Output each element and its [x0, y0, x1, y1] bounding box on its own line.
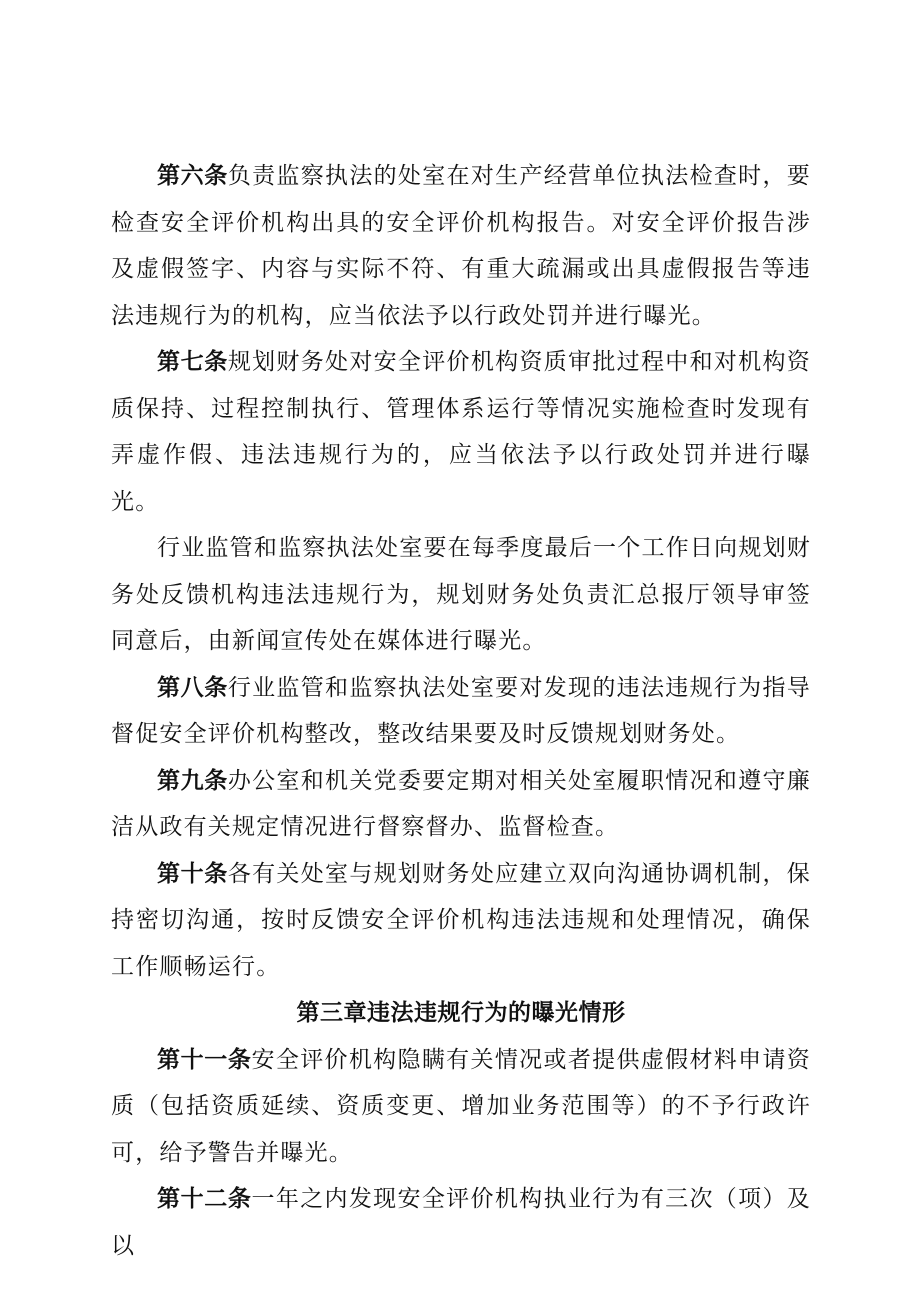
chapter-3-title: 第三章违法违规行为的曝光情形	[296, 1000, 626, 1026]
article-10-text: 各有关处室与规划财务处应建立双向沟通协调机制，保持密切沟通，按时反馈安全评价机构违法违规和处理情况，确保工作顺畅运行。	[111, 860, 811, 980]
article-10-paragraph	[111, 851, 811, 991]
article-12-label: 第十二条	[157, 1186, 252, 1212]
article-12-text: 一年之内发现安全评价机构执业行为有三次（项）及以	[111, 1186, 812, 1259]
article-8-paragraph	[111, 665, 811, 758]
article-9-text: 办公室和机关党委要定期对相关处室履职情况和遵守廉洁从政有关规定情况进行督察督办、监督检查。	[111, 767, 811, 840]
article-10-label: 第十条	[157, 860, 228, 887]
article-11-label: 第十一条	[157, 1046, 252, 1073]
article-8-text: 行业监管和监察执法处室要对发现的违法违规行为指导督促安全评价机构整改，整改结果要及时反馈规划财务处。	[111, 674, 811, 747]
article-8-label: 第八条	[157, 674, 228, 701]
article-11-text: 安全评价机构隐瞒有关情况或者提供虚假材料申请资质（包括资质延续、资质变更、增加业务范围等）的不予行政许可，给予警告并曝光。	[111, 1046, 812, 1166]
article-9-label: 第九条	[157, 767, 228, 794]
article-7-label: 第七条	[157, 349, 228, 375]
article-12-paragraph	[111, 1176, 811, 1269]
article-9-paragraph	[111, 758, 811, 851]
article-7-text: 规划财务处对安全评价机构资质审批过程中和对机构资质保持、过程控制执行、管理体系运行等情况实施检查时发现有弄虚作假、违法违规行为的，应当依法予以行政处罚并进行曝光。	[111, 349, 811, 515]
document-page	[111, 153, 811, 1269]
article-6-text: 负责监察执法的处室在对生产经营单位执法检查时，要检查安全评价机构出具的安全评价机构报告。对安全评价报告涉及虚假签字、内容与实际不符、有重大疏漏或出具虚假报告等违法违规行为的机构，应当依法予以行政处罚并进行曝光。	[111, 163, 811, 329]
article-7-continuation-paragraph	[111, 525, 811, 665]
article-7-continuation-text: 行业监管和监察执法处室要在每季度最后一个工作日向规划财务处反馈机构违法违规行为，规划财务处负责汇总报厅领导审签同意后，由新闻宣传处在媒体进行曝光。	[111, 535, 811, 654]
article-6-label: 第六条	[157, 163, 228, 189]
article-6-paragraph	[111, 153, 811, 339]
article-7-paragraph	[111, 339, 811, 525]
article-11-paragraph	[111, 1037, 811, 1177]
